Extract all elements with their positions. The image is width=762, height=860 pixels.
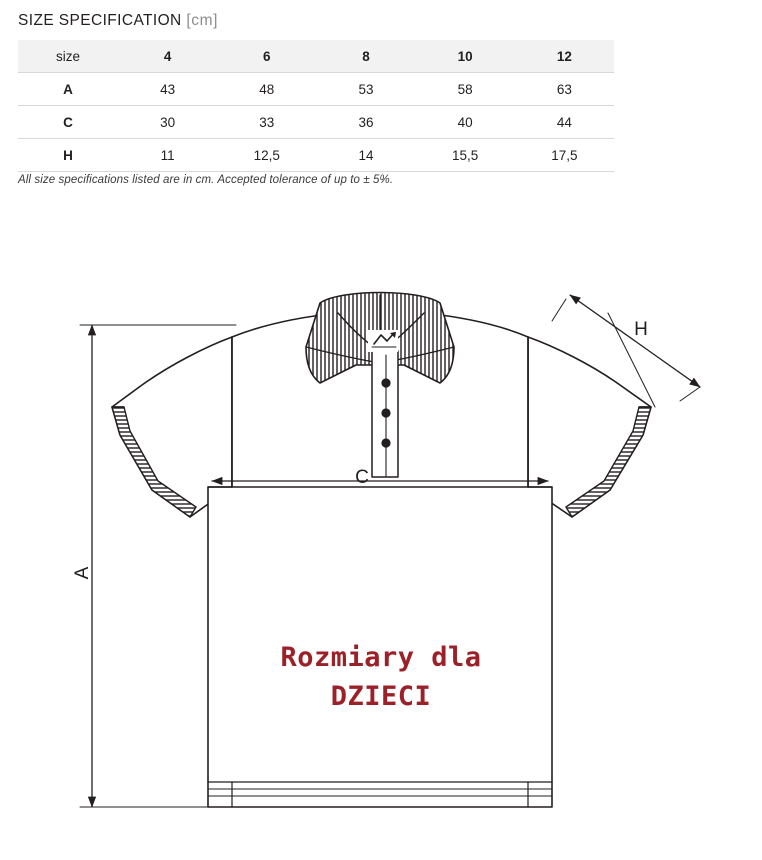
cell-a-12: 63 <box>515 73 614 106</box>
tolerance-note: All size specifications listed are in cm. Accepted tolerance of up to ± 5%. <box>18 174 394 186</box>
dimension-label-a: A <box>72 566 93 580</box>
table-header-size: size <box>18 40 118 73</box>
brand-logo-icon <box>368 330 398 352</box>
cell-h-6: 12,5 <box>217 139 316 172</box>
cell-c-6: 33 <box>217 106 316 139</box>
cell-h-8: 14 <box>316 139 415 172</box>
table-header-col-10: 10 <box>416 40 515 73</box>
table-header-col-6: 6 <box>217 40 316 73</box>
dimension-label-c: C <box>355 467 369 488</box>
table-header-col-8: 8 <box>316 40 415 73</box>
page-title-unit: [cm] <box>186 12 219 29</box>
cell-c-4: 30 <box>118 106 217 139</box>
dimension-label-h: H <box>634 319 648 340</box>
table-row <box>18 106 614 139</box>
cell-h-12: 17,5 <box>515 139 614 172</box>
table-row <box>18 139 614 172</box>
row-label-h: H <box>18 139 118 172</box>
table-row <box>18 73 614 106</box>
watermark-text <box>0 638 762 716</box>
cell-a-6: 48 <box>217 73 316 106</box>
cell-h-4: 11 <box>118 139 217 172</box>
table-header-col-12: 12 <box>515 40 614 73</box>
cell-c-10: 40 <box>416 106 515 139</box>
cell-h-10: 15,5 <box>416 139 515 172</box>
watermark-line-2: DZIECI <box>330 681 432 713</box>
size-specification-table <box>18 40 614 172</box>
cell-c-8: 36 <box>316 106 415 139</box>
polo-shirt-svg <box>0 255 762 855</box>
cell-c-12: 44 <box>515 106 614 139</box>
page-title-text: SIZE SPECIFICATION <box>18 12 182 29</box>
row-label-a: A <box>18 73 118 106</box>
table-header-col-4: 4 <box>118 40 217 73</box>
table-header-row <box>18 40 614 73</box>
cell-a-10: 58 <box>416 73 515 106</box>
page-title <box>18 12 218 30</box>
watermark-line-1: Rozmiary dla <box>280 642 482 673</box>
cell-a-4: 43 <box>118 73 217 106</box>
row-label-c: C <box>18 106 118 139</box>
cell-a-8: 53 <box>316 73 415 106</box>
polo-shirt-diagram <box>0 255 762 855</box>
